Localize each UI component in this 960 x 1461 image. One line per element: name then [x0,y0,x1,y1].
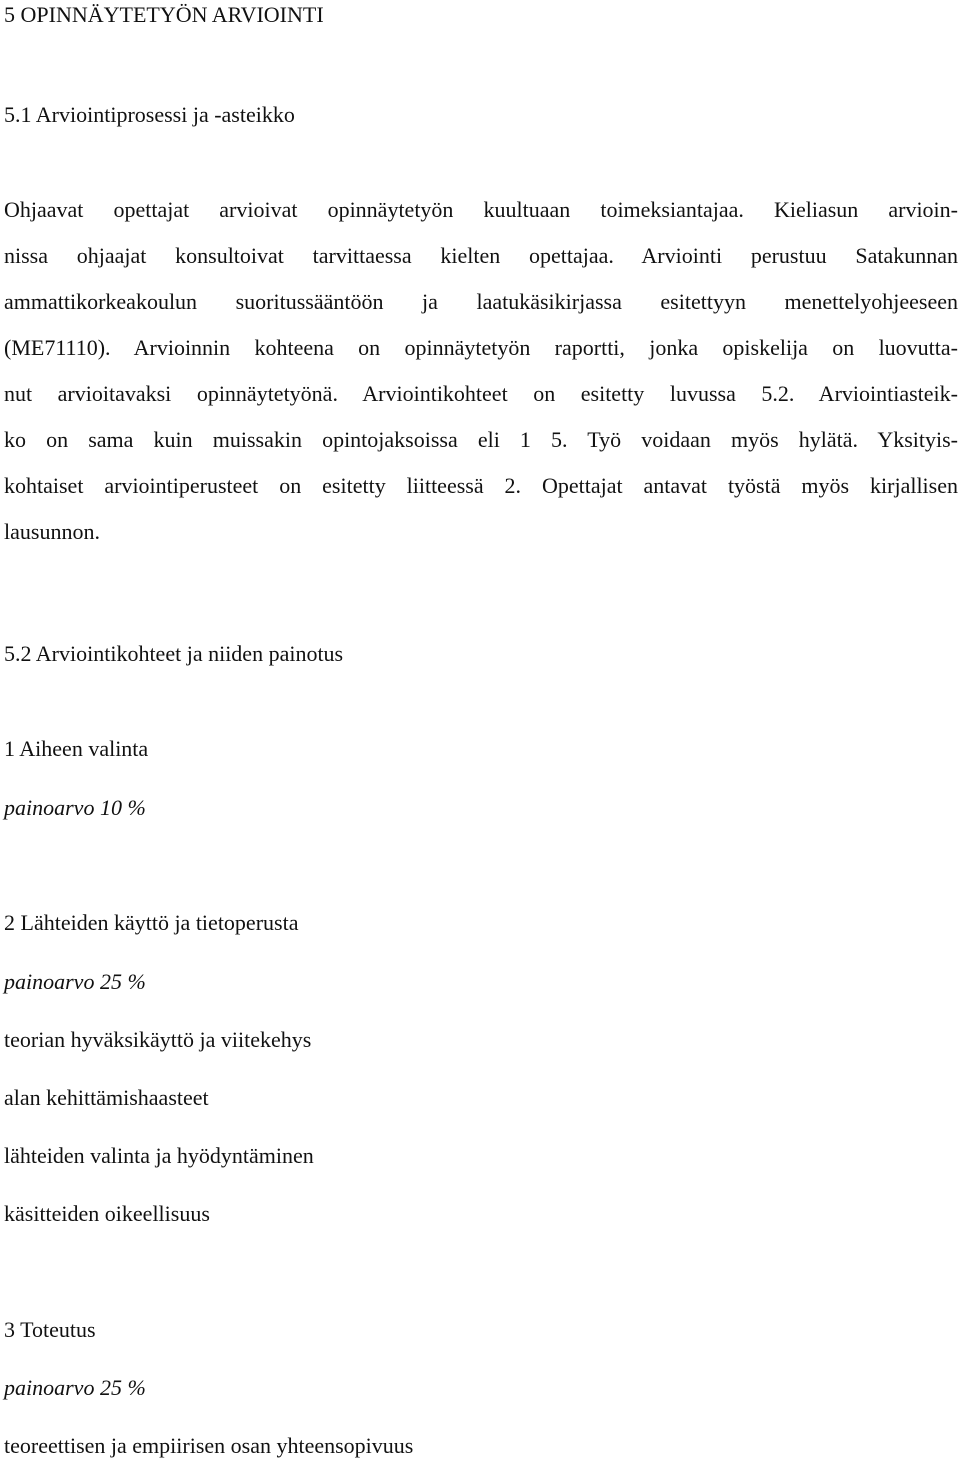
paragraph-line: ko on sama kuin muissakin opintojaksoissa eli 1 5. Työ voidaan myös hylätä. Yksityis- [4,427,958,452]
criterion-weight: painoarvo 10 % [4,795,146,820]
assessment-process-paragraph [4,195,958,563]
criterion-item: teorian hyväksikäyttö ja viitekehys [4,1027,312,1052]
chapter-heading: 5 OPINNÄYTETYÖN ARVIOINTI [4,2,324,27]
criterion-item: alan kehittämishaasteet [4,1085,209,1110]
section-heading-5-1: 5.1 Arviointiprosessi ja -asteikko [4,102,295,127]
paragraph-line: nut arvioitavaksi opinnäytetyönä. Arviointikohteet on esitetty luvussa 5.2. Arviointiasteik- [4,381,958,406]
criterion-item: lähteiden valinta ja hyödyntäminen [4,1143,314,1168]
criterion-weight: painoarvo 25 % [4,1375,146,1400]
criterion-weight: painoarvo 25 % [4,969,146,994]
criterion-item: teoreettisen ja empiirisen osan yhteensopivuus [4,1433,414,1458]
paragraph-line: kohtaiset arviointiperusteet on esitetty liitteessä 2. Opettajat antavat työstä myös kirjallisen [4,473,958,498]
paragraph-line: ammattikorkeakoulun suoritussääntöön ja laatukäsikirjassa esitettyyn menettelyohjeeseen [4,289,958,314]
criterion-title: 3 Toteutus [4,1317,96,1342]
section-heading-5-2: 5.2 Arviointikohteet ja niiden painotus [4,641,344,666]
criterion-item: käsitteiden oikeellisuus [4,1201,210,1226]
paragraph-line: Ohjaavat opettajat arvioivat opinnäytetyön kuultuaan toimeksiantajaa. Kieliasun arvioin- [4,197,958,222]
criterion-title: 1 Aiheen valinta [4,736,149,761]
paragraph-line: (ME71110). Arvioinnin kohteena on opinnäytetyön raportti, jonka opiskelija on luovutta- [4,335,958,360]
paragraph-line: nissa ohjaajat konsultoivat tarvittaessa kielten opettajaa. Arviointi perustuu Satakunnan [4,243,958,268]
paragraph-line: lausunnon. [4,519,100,544]
criterion-title: 2 Lähteiden käyttö ja tietoperusta [4,910,299,935]
